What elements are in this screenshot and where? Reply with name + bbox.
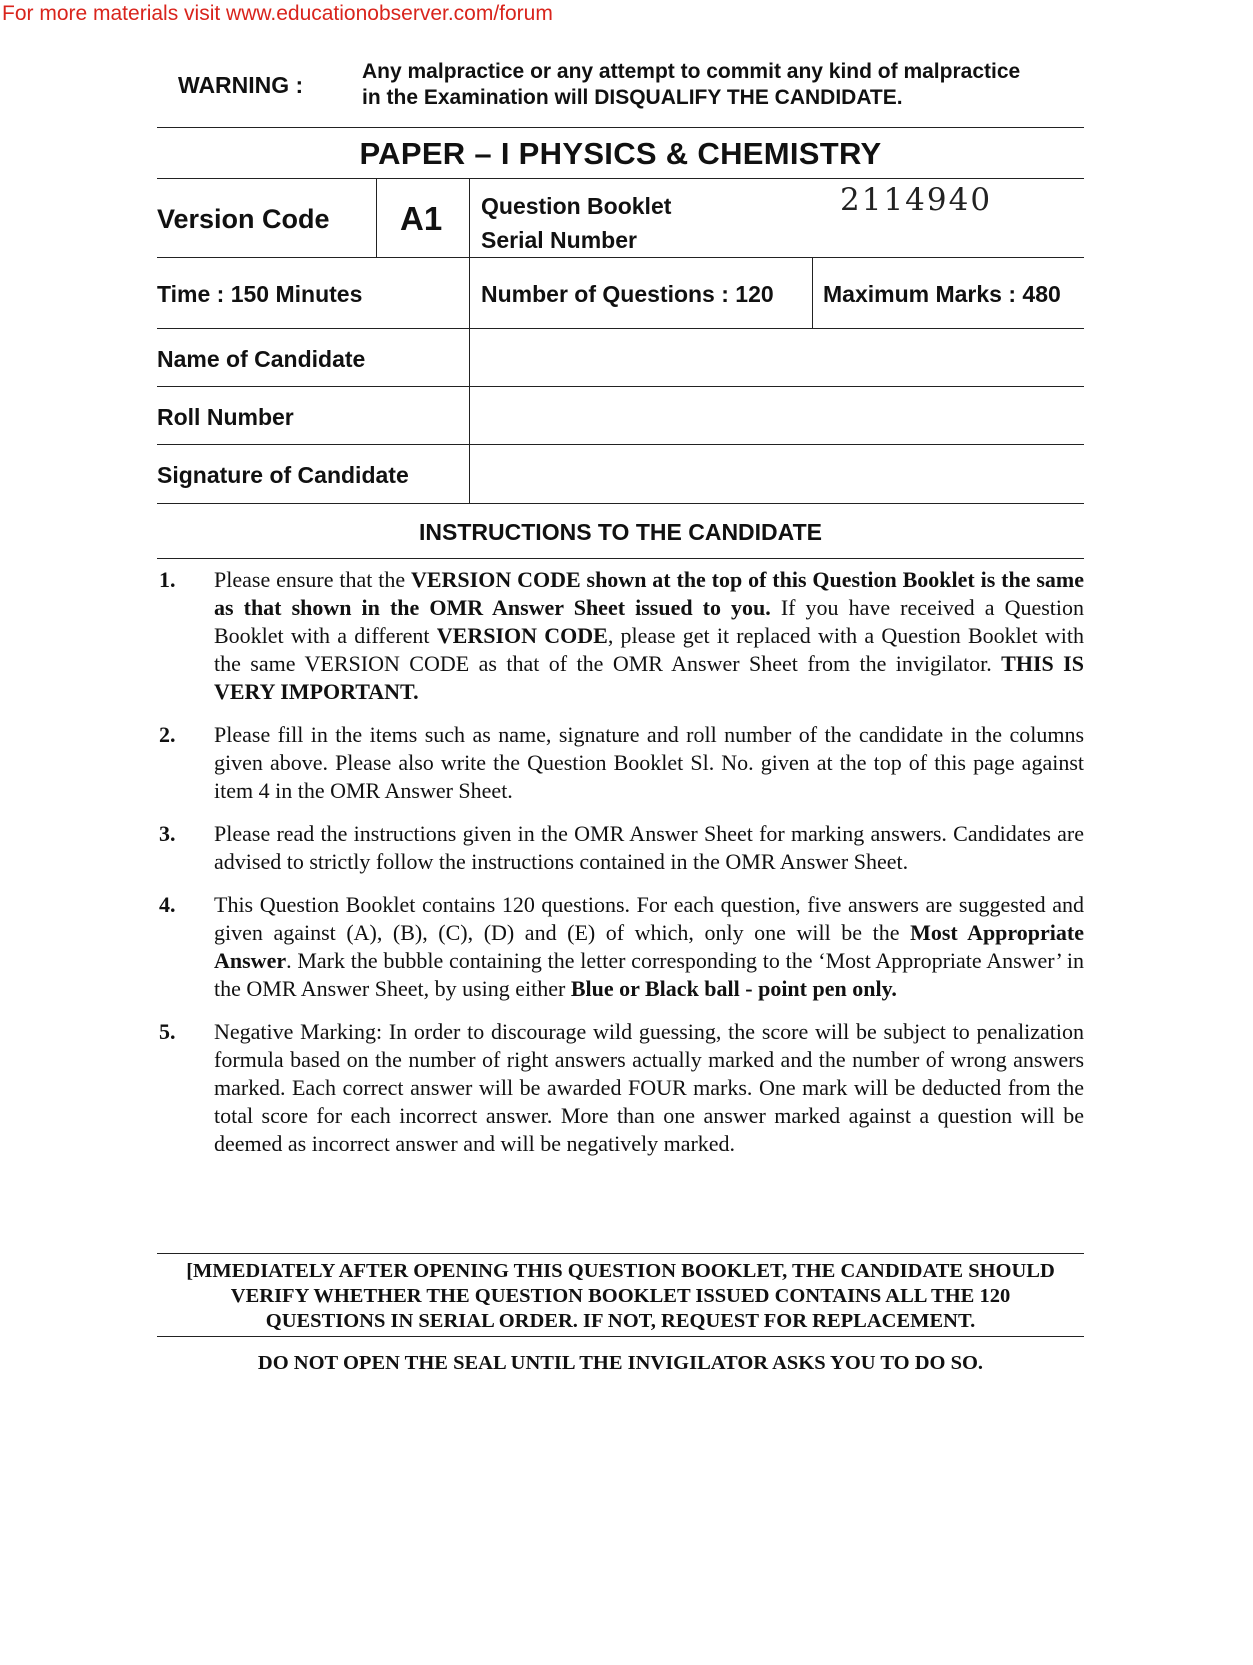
list-item [157, 721, 1084, 805]
roll-number-label: Roll Number [157, 404, 294, 430]
question-count: Number of Questions : 120 [481, 281, 774, 307]
maximum-marks: Maximum Marks : 480 [823, 281, 1061, 307]
divider [157, 444, 1084, 445]
item-text: Please ensure that the VERSION CODE shown at the top of this Question Booklet is the same as that shown in the OMR Answer Sheet issued to you. If you have received a Question Booklet with a different VERSION CODE, please get it replaced with a Question Booklet with the same VERSION CODE as that of the OMR Answer Sheet from the invigilator. THIS IS VERY IMPORTANT. [214, 567, 1085, 704]
notice-line-2: VERIFY WHETHER THE QUESTION BOOKLET ISSUED CONTAINS ALL THE 120 [230, 1285, 1011, 1307]
booklet-serial-label [481, 189, 671, 257]
instructions-list [157, 566, 1084, 1173]
booklet-verification-notice [157, 1259, 1084, 1334]
item-text: Please read the instructions given in the OMR Answer Sheet for marking answers. Candidates are advised to strictly follow the instructions contained in the OMR Answer Sheet. [214, 821, 1084, 874]
divider [157, 257, 1084, 258]
paper-title: PAPER – I PHYSICS & CHEMISTRY [359, 136, 882, 171]
item-number: 5. [159, 1019, 176, 1044]
divider [157, 1253, 1084, 1254]
notice-line-3: QUESTIONS IN SERIAL ORDER. IF NOT, REQUEST FOR REPLACEMENT. [265, 1310, 976, 1332]
time-info: Time : 150 Minutes [157, 281, 363, 307]
divider [157, 386, 1084, 387]
item-number: 1. [159, 567, 176, 592]
warning-text [362, 59, 1082, 111]
column-divider [469, 178, 470, 503]
signature-label: Signature of Candidate [157, 462, 409, 488]
item-text: Please fill in the items such as name, signature and roll number of the candidate in the columns given above. Please also write the Question Booklet Sl. No. given at the top of this page against item 4 in the OMR Answer Sheet. [214, 722, 1084, 803]
item-text: This Question Booklet contains 120 questions. For each question, five answers are suggested and given against (A), (B), (C), (D) and (E) of which, only one will be the Most Appropriate Answer. Mark the bubble containing the letter corresponding to the ‘Most Appropriate Answer’ in the OMR Answer Sheet, by using either Blue or Black ball - point pen only. [214, 892, 1084, 1001]
column-divider [812, 257, 813, 328]
divider [157, 1336, 1084, 1337]
booklet-serial-number: 2114940 [840, 182, 993, 218]
list-item [157, 891, 1084, 1003]
divider [157, 328, 1084, 329]
list-item [157, 566, 1084, 706]
list-item [157, 820, 1084, 876]
version-code-label: Version Code [157, 204, 330, 234]
warning-label: WARNING : [178, 72, 304, 98]
divider [157, 503, 1084, 504]
divider [157, 558, 1084, 559]
booklet-serial-label-line-1: Question Booklet [481, 193, 672, 219]
divider [157, 127, 1084, 128]
list-item [157, 1018, 1084, 1158]
item-number: 2. [159, 722, 176, 747]
divider [157, 178, 1084, 179]
warning-line-1: Any malpractice or any attempt to commit any kind of malpractice [362, 60, 1021, 83]
version-code-value: A1 [400, 200, 443, 237]
seal-notice: DO NOT OPEN THE SEAL UNTIL THE INVIGILATOR ASKS YOU TO DO SO. [257, 1352, 984, 1374]
item-number: 4. [159, 892, 176, 917]
warning-line-2: in the Examination will DISQUALIFY THE CANDIDATE. [362, 86, 903, 109]
item-number: 3. [159, 821, 176, 846]
source-link[interactable]: For more materials visit www.educationobserver.com/forum [2, 2, 553, 25]
name-label: Name of Candidate [157, 346, 366, 372]
column-divider [376, 178, 377, 257]
item-text: Negative Marking: In order to discourage wild guessing, the score will be subject to penalization formula based on the number of right answers actually marked and the number of wrong answers marked. Each correct answer will be awarded FOUR marks. One mark will be deducted from the total score for each incorrect answer. More than one answer marked against a question will be deemed as incorrect answer and will be negatively marked. [214, 1019, 1084, 1156]
notice-line-1: [MMEDIATELY AFTER OPENING THIS QUESTION BOOKLET, THE CANDIDATE SHOULD [186, 1260, 1055, 1282]
instructions-title: INSTRUCTIONS TO THE CANDIDATE [419, 519, 822, 545]
booklet-serial-label-line-2: Serial Number [481, 227, 637, 253]
